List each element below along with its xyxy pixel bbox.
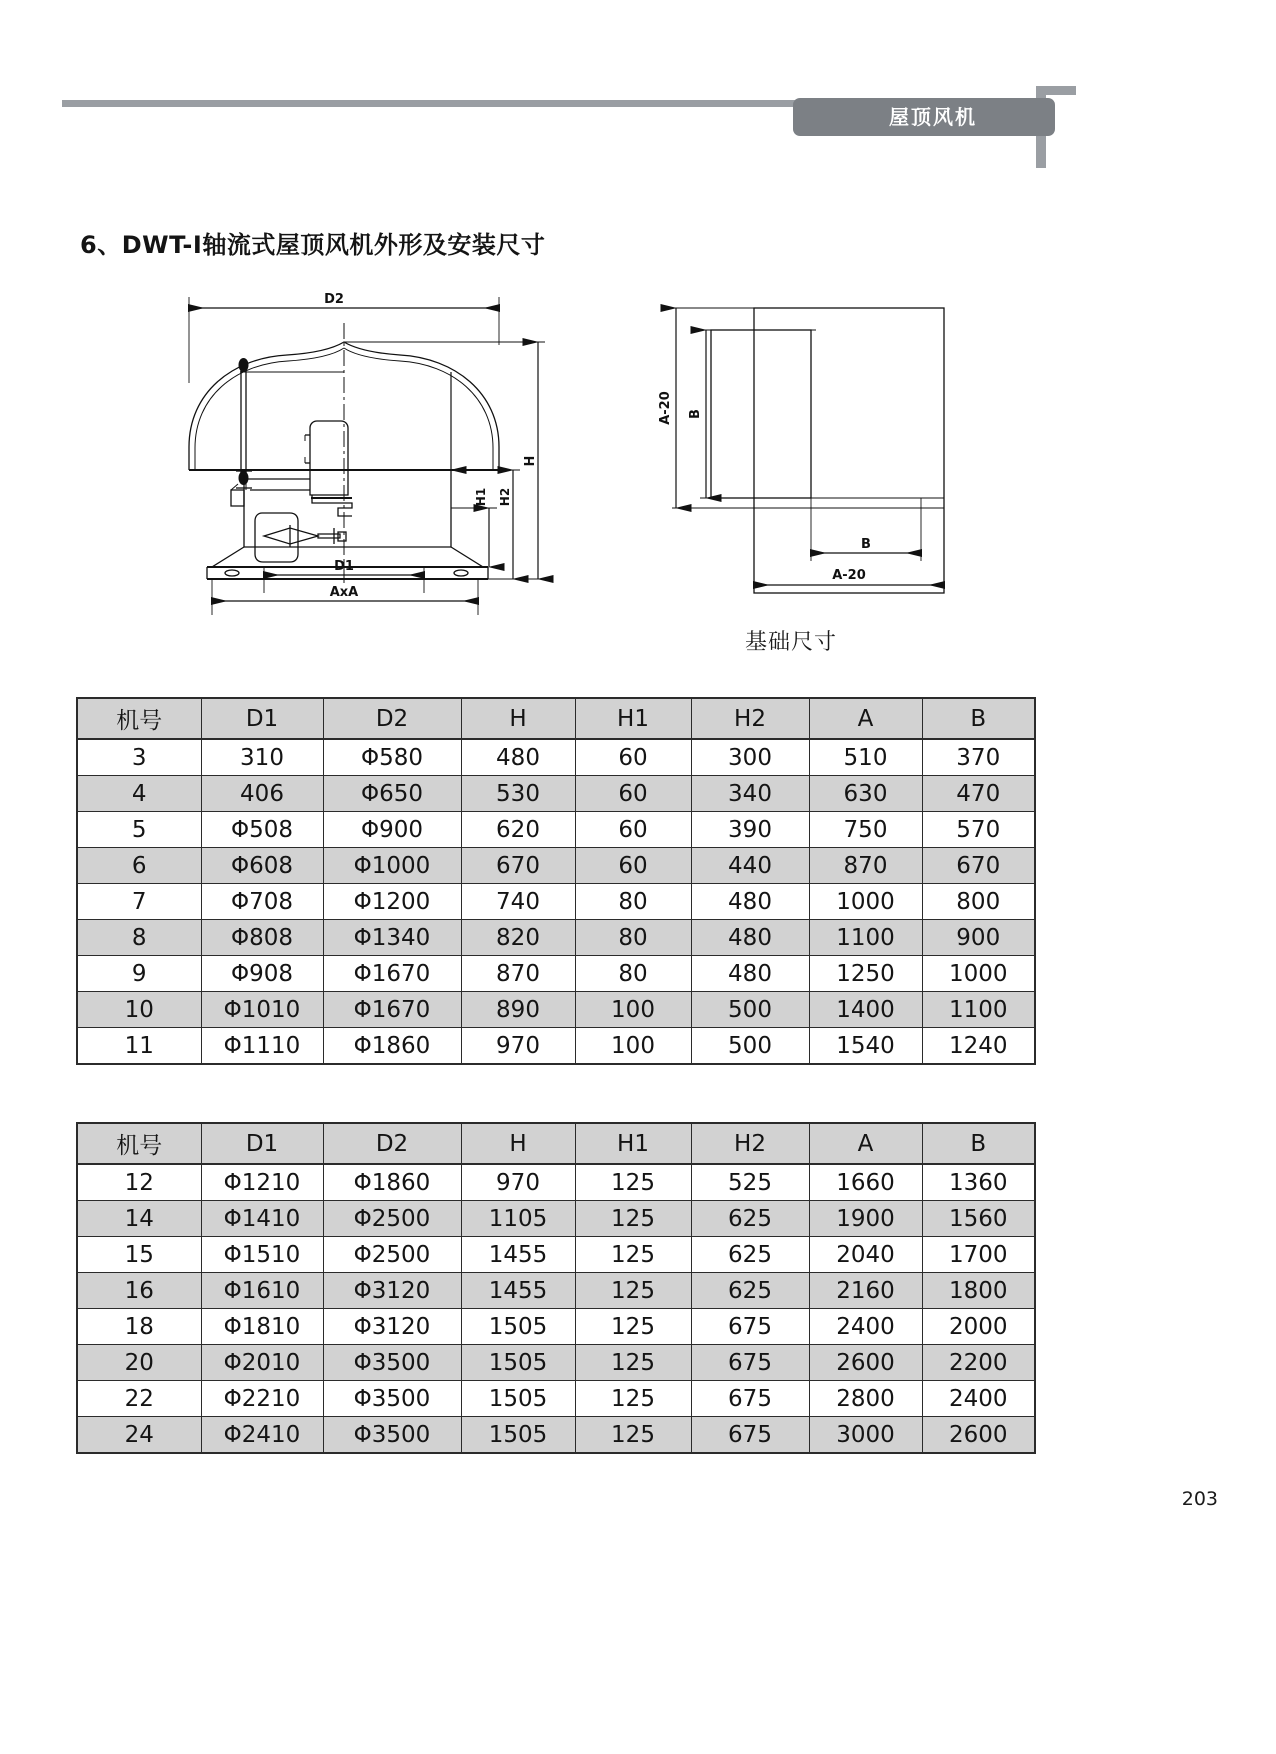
- cell-value: Φ1340: [323, 920, 461, 956]
- cell-value: 2160: [809, 1273, 922, 1309]
- table-row: [77, 1309, 1035, 1345]
- cell-value: 100: [575, 1028, 691, 1065]
- cell-value: 870: [809, 848, 922, 884]
- dimension-label-h: H: [523, 455, 538, 467]
- cell-mark: 8: [77, 920, 201, 956]
- cell-mark: 14: [77, 1201, 201, 1237]
- table-row: [77, 812, 1035, 848]
- cell-value: 2200: [922, 1345, 1035, 1381]
- table-row: [77, 1164, 1035, 1201]
- cell-value: 3000: [809, 1417, 922, 1454]
- table-row: [77, 1417, 1035, 1454]
- cell-value: Φ1000: [323, 848, 461, 884]
- cell-value: Φ1670: [323, 956, 461, 992]
- cell-value: 340: [691, 776, 809, 812]
- cell-value: 80: [575, 884, 691, 920]
- table-row: [77, 1345, 1035, 1381]
- cell-value: 740: [461, 884, 575, 920]
- cell-value: 406: [201, 776, 323, 812]
- cell-value: 1505: [461, 1381, 575, 1417]
- dimension-label-d1: D1: [334, 559, 354, 574]
- cell-value: 530: [461, 776, 575, 812]
- cell-value: 525: [691, 1164, 809, 1201]
- table-row: [77, 1237, 1035, 1273]
- table-header-row: [77, 698, 1035, 739]
- drawings-svg: [0, 275, 1276, 695]
- cell-value: 620: [461, 812, 575, 848]
- cell-value: 675: [691, 1417, 809, 1454]
- cell-value: Φ650: [323, 776, 461, 812]
- cell-value: 1455: [461, 1273, 575, 1309]
- cell-value: Φ1510: [201, 1237, 323, 1273]
- cell-value: Φ608: [201, 848, 323, 884]
- column-header-d1: D1: [201, 698, 323, 739]
- cell-value: 125: [575, 1381, 691, 1417]
- specification-table-1: [76, 697, 1036, 1065]
- cell-value: 500: [691, 992, 809, 1028]
- table-row: [77, 956, 1035, 992]
- cell-value: Φ1410: [201, 1201, 323, 1237]
- table-row: [77, 1201, 1035, 1237]
- column-header-d2: D2: [323, 698, 461, 739]
- cell-value: 1000: [809, 884, 922, 920]
- cell-value: 890: [461, 992, 575, 1028]
- cell-value: Φ2210: [201, 1381, 323, 1417]
- cell-value: 970: [461, 1028, 575, 1065]
- table-row: [77, 920, 1035, 956]
- cell-value: 80: [575, 920, 691, 956]
- header-section-tab: [793, 98, 1055, 136]
- dimension-label-axa: AxA: [329, 585, 359, 600]
- table-row: [77, 1381, 1035, 1417]
- cell-value: 570: [922, 812, 1035, 848]
- cell-value: 60: [575, 776, 691, 812]
- dimension-label-a-minus-20-horizontal: A-20: [832, 568, 866, 583]
- cell-value: 100: [575, 992, 691, 1028]
- cell-value: 125: [575, 1309, 691, 1345]
- cell-value: Φ3500: [323, 1345, 461, 1381]
- cell-value: 1400: [809, 992, 922, 1028]
- cell-value: 675: [691, 1309, 809, 1345]
- cell-value: 1000: [922, 956, 1035, 992]
- cell-value: 125: [575, 1164, 691, 1201]
- cell-value: Φ3120: [323, 1309, 461, 1345]
- cell-value: 60: [575, 848, 691, 884]
- table-body: [77, 739, 1035, 1064]
- column-header-a: A: [809, 1123, 922, 1164]
- table-row: [77, 739, 1035, 776]
- cell-value: 500: [691, 1028, 809, 1065]
- cell-value: 125: [575, 1201, 691, 1237]
- cell-value: 1540: [809, 1028, 922, 1065]
- cell-value: 470: [922, 776, 1035, 812]
- cell-value: Φ1610: [201, 1273, 323, 1309]
- cell-mark: 12: [77, 1164, 201, 1201]
- cell-value: 60: [575, 812, 691, 848]
- dimension-label-h1: H1: [474, 487, 488, 507]
- cell-value: 675: [691, 1345, 809, 1381]
- cell-value: 970: [461, 1164, 575, 1201]
- dimension-label-b-vertical: B: [688, 409, 703, 419]
- dimension-label-b-horizontal: B: [861, 537, 871, 552]
- cell-value: 480: [691, 920, 809, 956]
- cell-mark: 7: [77, 884, 201, 920]
- cell-value: 390: [691, 812, 809, 848]
- column-header-h: H: [461, 1123, 575, 1164]
- cell-value: 480: [461, 739, 575, 776]
- cell-value: 300: [691, 739, 809, 776]
- dimension-label-d2: D2: [324, 292, 344, 307]
- cell-mark: 3: [77, 739, 201, 776]
- cell-mark: 16: [77, 1273, 201, 1309]
- page-title: 6、DWT-I轴流式屋顶风机外形及安装尺寸: [80, 231, 546, 259]
- table-row: [77, 884, 1035, 920]
- cell-value: 625: [691, 1237, 809, 1273]
- table-row: [77, 1273, 1035, 1309]
- column-header-h1: H1: [575, 698, 691, 739]
- cell-value: 1900: [809, 1201, 922, 1237]
- cell-value: 2000: [922, 1309, 1035, 1345]
- column-header-d1: D1: [201, 1123, 323, 1164]
- dimension-label-a-minus-20-vertical: A-20: [658, 391, 673, 425]
- cell-value: 1250: [809, 956, 922, 992]
- cell-value: Φ1200: [323, 884, 461, 920]
- cell-value: 1455: [461, 1237, 575, 1273]
- cell-value: 1800: [922, 1273, 1035, 1309]
- cell-value: 2040: [809, 1237, 922, 1273]
- column-header-h2: H2: [691, 698, 809, 739]
- table-row: [77, 992, 1035, 1028]
- page-header: [0, 0, 1276, 200]
- column-header-h: H: [461, 698, 575, 739]
- cell-value: 80: [575, 956, 691, 992]
- cell-value: 675: [691, 1381, 809, 1417]
- cell-value: 630: [809, 776, 922, 812]
- cell-value: 1100: [809, 920, 922, 956]
- elevation-drawing: [189, 292, 545, 615]
- cell-value: 2600: [922, 1417, 1035, 1454]
- cell-mark: 22: [77, 1381, 201, 1417]
- cell-value: Φ3500: [323, 1381, 461, 1417]
- cell-value: 1105: [461, 1201, 575, 1237]
- header-section-label: 屋顶风机: [889, 105, 977, 129]
- cell-value: 60: [575, 739, 691, 776]
- cell-mark: 11: [77, 1028, 201, 1065]
- cell-value: 1660: [809, 1164, 922, 1201]
- column-header-h2: H2: [691, 1123, 809, 1164]
- cell-value: 1505: [461, 1417, 575, 1454]
- cell-value: 480: [691, 956, 809, 992]
- technical-drawings: [0, 275, 1276, 695]
- cell-value: Φ1860: [323, 1164, 461, 1201]
- cell-value: Φ3120: [323, 1273, 461, 1309]
- column-header-h1: H1: [575, 1123, 691, 1164]
- specification-table-2: [76, 1122, 1036, 1454]
- cell-value: 125: [575, 1237, 691, 1273]
- cell-value: 750: [809, 812, 922, 848]
- column-header-b: B: [922, 1123, 1035, 1164]
- cell-value: Φ1010: [201, 992, 323, 1028]
- column-header-mark: 机号: [77, 1123, 201, 1164]
- cell-value: 1360: [922, 1164, 1035, 1201]
- cell-value: 900: [922, 920, 1035, 956]
- cell-value: 125: [575, 1417, 691, 1454]
- table-row: [77, 1028, 1035, 1065]
- foundation-drawing: [658, 308, 944, 593]
- cell-value: 125: [575, 1345, 691, 1381]
- cell-value: 820: [461, 920, 575, 956]
- cell-value: 670: [461, 848, 575, 884]
- cell-value: 510: [809, 739, 922, 776]
- cell-mark: 9: [77, 956, 201, 992]
- cell-value: 370: [922, 739, 1035, 776]
- cell-value: Φ908: [201, 956, 323, 992]
- cell-value: Φ2500: [323, 1237, 461, 1273]
- cell-mark: 20: [77, 1345, 201, 1381]
- column-header-mark: 机号: [77, 698, 201, 739]
- cell-mark: 24: [77, 1417, 201, 1454]
- cell-mark: 10: [77, 992, 201, 1028]
- cell-value: Φ1210: [201, 1164, 323, 1201]
- cell-value: 480: [691, 884, 809, 920]
- cell-mark: 6: [77, 848, 201, 884]
- cell-value: 310: [201, 739, 323, 776]
- cell-value: Φ3500: [323, 1417, 461, 1454]
- column-header-d2: D2: [323, 1123, 461, 1164]
- dimension-label-h2: H2: [498, 487, 512, 507]
- cell-value: 2400: [809, 1309, 922, 1345]
- cell-value: Φ1860: [323, 1028, 461, 1065]
- cell-mark: 4: [77, 776, 201, 812]
- cell-value: 625: [691, 1201, 809, 1237]
- cell-value: Φ808: [201, 920, 323, 956]
- cell-value: 2800: [809, 1381, 922, 1417]
- column-header-a: A: [809, 698, 922, 739]
- cell-value: 1505: [461, 1309, 575, 1345]
- cell-value: Φ1110: [201, 1028, 323, 1065]
- cell-mark: 18: [77, 1309, 201, 1345]
- cell-value: 625: [691, 1273, 809, 1309]
- column-header-b: B: [922, 698, 1035, 739]
- table-body: [77, 1164, 1035, 1453]
- cell-value: Φ708: [201, 884, 323, 920]
- cell-value: 2600: [809, 1345, 922, 1381]
- cell-mark: 5: [77, 812, 201, 848]
- table-row: [77, 776, 1035, 812]
- cell-mark: 15: [77, 1237, 201, 1273]
- table-row: [77, 848, 1035, 884]
- cell-value: Φ1670: [323, 992, 461, 1028]
- cell-value: Φ1810: [201, 1309, 323, 1345]
- foundation-drawing-caption: 基础尺寸: [745, 630, 838, 655]
- cell-value: 1240: [922, 1028, 1035, 1065]
- cell-value: 1100: [922, 992, 1035, 1028]
- cell-value: 1505: [461, 1345, 575, 1381]
- cell-value: Φ508: [201, 812, 323, 848]
- cell-value: 800: [922, 884, 1035, 920]
- table-header-row: [77, 1123, 1035, 1164]
- cell-value: Φ580: [323, 739, 461, 776]
- page-number: 203: [1181, 1488, 1218, 1510]
- cell-value: Φ2500: [323, 1201, 461, 1237]
- cell-value: 440: [691, 848, 809, 884]
- cell-value: Φ2410: [201, 1417, 323, 1454]
- cell-value: 1560: [922, 1201, 1035, 1237]
- cell-value: Φ2010: [201, 1345, 323, 1381]
- cell-value: 670: [922, 848, 1035, 884]
- cell-value: 870: [461, 956, 575, 992]
- cell-value: Φ900: [323, 812, 461, 848]
- cell-value: 125: [575, 1273, 691, 1309]
- cell-value: 2400: [922, 1381, 1035, 1417]
- cell-value: 1700: [922, 1237, 1035, 1273]
